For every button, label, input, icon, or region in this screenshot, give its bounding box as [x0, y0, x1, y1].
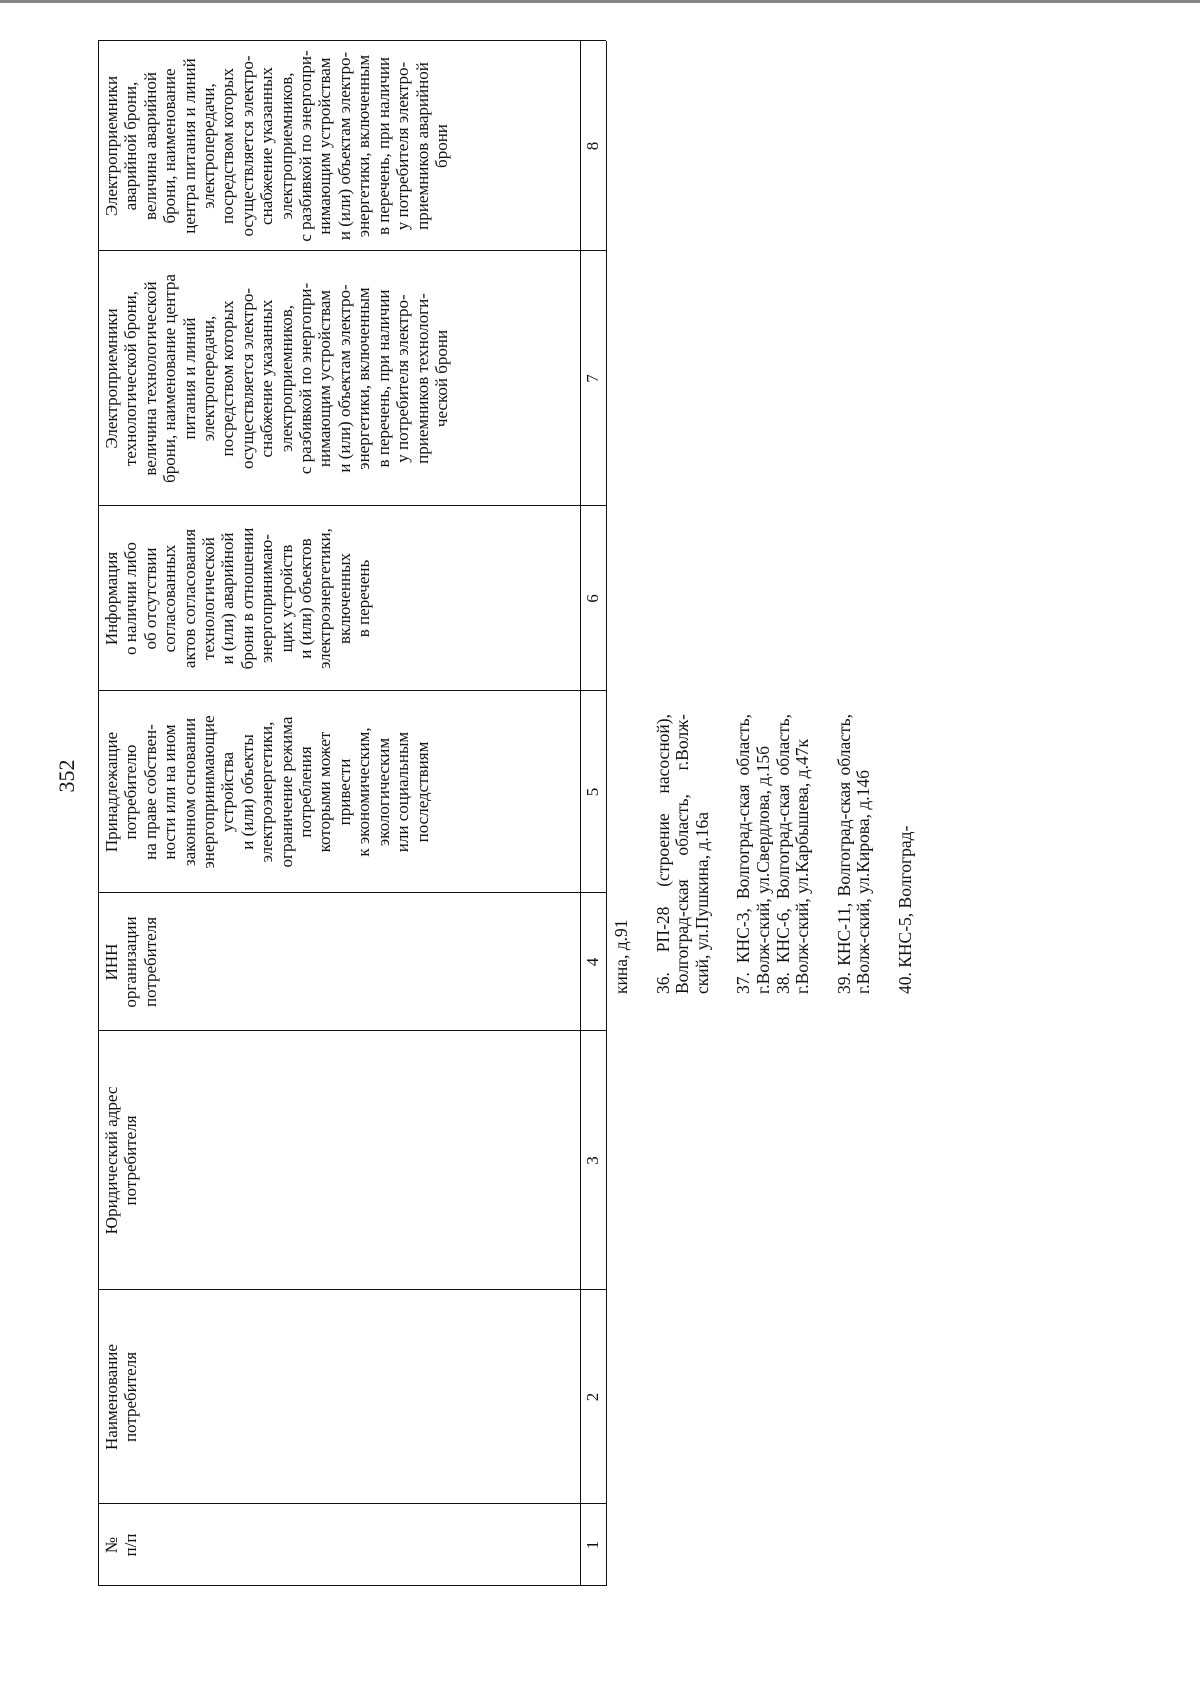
- header-cell-technological-reserve: Электроприемники технологической брони, величина технологической брони, наименование центра питания и линий электропередачи, посредством которых осуществляется электро- снабжение указанных электроприемников, с разбивкой по энергопри- нимающим устройствам и (или) объектам электро- энергетики, включенным в перечень, при наличии у потребителя электро- приемников технологи- ческой брони: [102, 274, 451, 483]
- column-number-8: 8: [583, 141, 602, 151]
- table-number-row-bottom-border: [606, 41, 607, 1586]
- column-5-entries: [612, 714, 916, 994]
- list-item: 39. КНС-11, Волгоград-ская область, г.Волж-ский, ул.Кирова, д.14б: [833, 714, 874, 994]
- header-cell-reserve-acts-info: Информация о наличии либо об отсутствии согласованных актов согласования технологической и (или) аварийной брони в отношении энергопринимаю- щих устройств и (или) объектов электроэнергетики, включенных в перечень: [102, 527, 374, 670]
- list-item: 40. КНС-5, Волгоград-: [894, 825, 915, 994]
- column-number-2: 2: [583, 1392, 602, 1402]
- column-number-6: 6: [583, 594, 602, 603]
- column-number-4: 4: [583, 957, 602, 967]
- header-cell-power-devices: Принадлежащие потребителю на праве собствен- ности или на ином законном основании энергопринимающие устройства и (или) объекты электроэнергетики, ограничение режима потребления которыми может привести к экономическим, экологическим или социальным последствиям: [102, 715, 432, 869]
- list-item: 37. КНС-3, Волгоград-ская область, г.Волж-ский, ул.Свердлова, д.15б: [733, 714, 773, 994]
- table-col-border-3: [98, 1030, 606, 1031]
- table-col-border-1: [98, 1503, 606, 1504]
- header-cell-number: № п/п: [102, 1533, 141, 1557]
- header-cell-legal-address: Юридический адрес потребителя: [102, 1086, 141, 1235]
- column-number-5: 5: [583, 787, 602, 797]
- header-cell-consumer-name: Наименование потребителя: [102, 1344, 141, 1450]
- table-col-border-2: [98, 1289, 606, 1290]
- column-number-3: 3: [583, 1156, 602, 1165]
- table-col-border-0: [98, 1585, 606, 1586]
- list-item: 38. КНС-6, Волгоград-ская область, г.Волж-ский, ул.Карбышева, д.47к: [772, 714, 813, 994]
- header-cell-inn: ИНН организации потребителя: [102, 916, 160, 1008]
- column-number-7: 7: [583, 374, 602, 383]
- column-number-1: 1: [583, 1540, 602, 1550]
- header-cell-emergency-reserve: Электроприемники аварийной брони, величина аварийной брони, наименование центра питания и линий электропередачи, посредством которых осуществляется электро- снабжение указанных электроприемников, с разбивкой по энергопри- нимающим устройствам и (или) объектам электро- энергетики, включенным в перечень, при наличии у потребителя электро- приемников аварийной брони: [102, 50, 451, 242]
- list-item: кина, д.91: [611, 919, 631, 994]
- list-item: 36. РП-28 (строение насосной), Волгоград-ская область, г.Волж-ский, ул.Пушкина, д.16а: [652, 714, 712, 994]
- consumer-table: [98, 41, 602, 1586]
- page-number: 352: [54, 759, 79, 793]
